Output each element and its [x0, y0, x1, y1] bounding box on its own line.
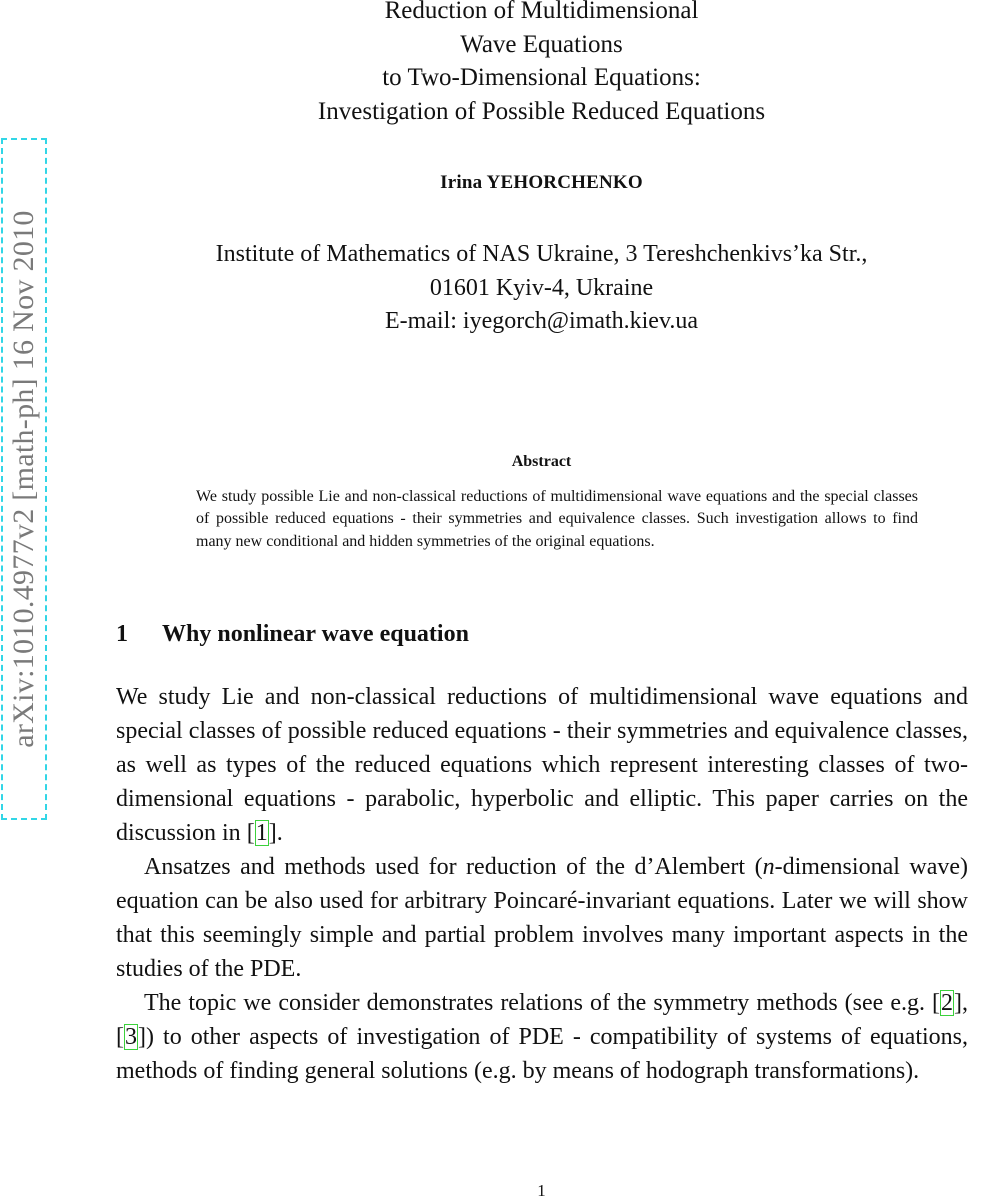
affiliation [0, 238, 989, 339]
section-number: 1 [116, 621, 128, 647]
title-line: Reduction of Multidimensional [384, 0, 699, 24]
title-line: Wave Equations [460, 30, 623, 58]
section-title: Why nonlinear wave equation [162, 621, 469, 647]
title-line: to Two-Dimensional Equations: [382, 64, 701, 91]
citation-number: 3 [125, 1024, 137, 1050]
paragraph-text: We study Lie and non-classical reductions of multidimensional wave equations and special classes of possible reduced equations - their symmetries and equivalence classes, as well as types of the reduced equations which represent interesting classes of two-dimensional equations - parabolic, hyperbolic and elliptic. This paper carries on the discussion in [116, 684, 968, 846]
section-body [116, 680, 968, 1088]
paper-title [0, 0, 989, 128]
citation-link[interactable]: [1] [246, 820, 277, 846]
abstract-heading: Abstract [511, 453, 572, 470]
abstract-body [167, 486, 918, 553]
affiliation-line: 01601 Kyiv-4, Ukraine [429, 274, 654, 301]
affiliation-line: Institute of Mathematics of NAS Ukraine, 3 Tereshchenkivs’ka Str., [215, 241, 868, 267]
citation-link[interactable]: [2] [932, 990, 962, 1016]
author-name: Irina YEHORCHENKO [440, 172, 643, 193]
citation-link[interactable]: [3] [116, 1024, 146, 1050]
page-number: 1 [537, 1181, 546, 1200]
citation-number: 2 [941, 990, 953, 1016]
paragraph: The topic we consider demonstrates relations of the symmetry methods (see e.g. [2], [3]) to other aspects of investigation of PDE - compatibility of systems of equations, methods of finding general solutions (e.g. by means of hodograph transformations). [116, 990, 968, 1084]
paragraph-text: -dimensional wave) equation can be also used for arbitrary Poincaré-invariant equations. Later we will show that this seemingly simple and partial problem involves many important aspects in the studies of the PDE. [116, 854, 969, 982]
math-n: n [762, 854, 775, 880]
section-heading [116, 621, 469, 648]
arxiv-stamp-text: arXiv:1010.4977v2 [math-ph] 16 Nov 2010 [7, 210, 40, 748]
paragraph-text: Ansatzes and methods used for reduction of the d’Alembert ( [144, 854, 763, 880]
paragraph [116, 850, 968, 986]
paragraph-text: The topic we consider demonstrates relations of the symmetry methods (see e.g. [144, 990, 932, 1016]
paragraph-text: ) to other aspects of investigation of PDE - compatibility of systems of equations, methods of finding general solutions (e.g. by means of hodograph transformations). [116, 1024, 968, 1084]
citation-number: 1 [255, 820, 268, 846]
email-line: E-mail: iyegorch@imath.kiev.ua [384, 308, 699, 334]
abstract-text: We study possible Lie and non-classical reductions of multidimensional wave equations and the special classes of possible reduced equations - their symmetries and equivalence classes. Such investigation allows to find many new conditional and hidden symmetries of the original equations. [196, 488, 918, 550]
paragraph: We study Lie and non-classical reductions of multidimensional wave equations and special classes of possible reduced equations - their symmetries and equivalence classes, as well as types of the reduced equations which represent interesting classes of two-dimensional equations - parabolic, hyperbolic and elliptic. This paper carries on the discussion in [1]. [116, 684, 968, 846]
title-line: Investigation of Possible Reduced Equations [317, 97, 766, 125]
